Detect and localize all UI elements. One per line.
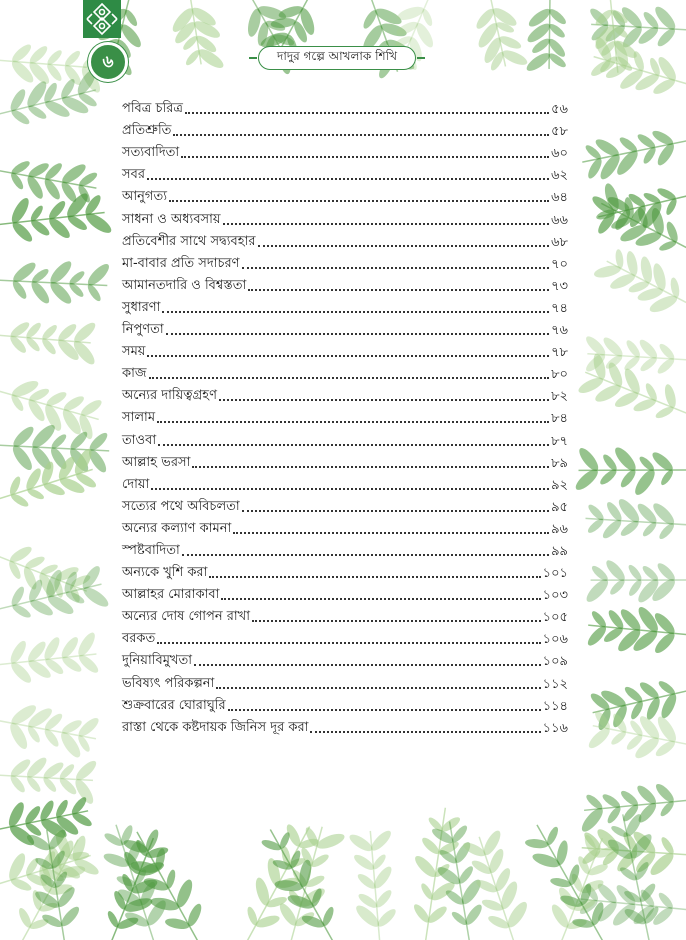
toc-leader-dots xyxy=(310,731,540,733)
toc-leader-dots xyxy=(147,178,549,180)
toc-entry-page: ১১৬ xyxy=(542,720,568,736)
toc-entry xyxy=(122,494,568,516)
toc-leader-dots xyxy=(252,620,541,622)
toc-entry-page: ৫৬ xyxy=(551,102,568,118)
toc-entry xyxy=(122,582,568,604)
toc-entry-page: ৬৪ xyxy=(551,190,568,206)
toc-entry-title: কাজ xyxy=(122,366,147,382)
toc-leader-dots xyxy=(192,466,549,468)
toc-entry xyxy=(122,450,568,472)
toc-entry-page: ১০৩ xyxy=(542,588,568,604)
toc-entry-page: ৭০ xyxy=(551,256,568,272)
toc-entry xyxy=(122,427,568,449)
toc-leader-dots xyxy=(185,112,549,114)
toc-entry xyxy=(122,96,568,118)
toc-leader-dots xyxy=(147,355,549,357)
toc-leader-dots xyxy=(233,532,549,534)
toc-entry-title: সাধনা ও অধ্যবসায় xyxy=(122,211,221,227)
toc-entry-page: ১১৪ xyxy=(542,698,568,714)
toc-entry xyxy=(122,715,568,737)
toc-entry-page: ১০৬ xyxy=(542,632,568,648)
toc-entry-title: আল্লাহ ভরসা xyxy=(122,454,191,470)
toc-entry-page: ৮০ xyxy=(551,367,568,383)
toc-entry-title: অন্যের কল্যাণ কামনা xyxy=(122,520,232,536)
toc-entry xyxy=(122,339,568,361)
toc-entry xyxy=(122,140,568,162)
toc-entry-page: ৭৩ xyxy=(551,278,568,294)
toc-entry-page: ৭৪ xyxy=(551,300,568,316)
toc-entry-title: পবিত্র চরিত্র xyxy=(122,101,183,117)
toc-entry-title: প্রতিশ্রুতি xyxy=(122,123,172,139)
toc-entry-title: তাওবা xyxy=(122,432,157,448)
toc-leader-dots xyxy=(182,554,549,556)
toc-entry-page: ৮২ xyxy=(551,389,568,405)
toc-entry xyxy=(122,273,568,295)
toc-leader-dots xyxy=(219,399,549,401)
toc-entry-page: ৮৭ xyxy=(551,433,568,449)
toc-entry xyxy=(122,604,568,626)
toc-leader-dots xyxy=(151,488,549,490)
toc-leader-dots xyxy=(258,245,550,247)
toc-leader-dots xyxy=(158,444,549,446)
toc-entry-page: ৯২ xyxy=(551,477,568,493)
toc-entry xyxy=(122,560,568,582)
toc-entry-page: ৫৮ xyxy=(551,124,568,140)
toc-entry-page: ৮৪ xyxy=(551,411,568,427)
toc-leader-dots xyxy=(169,200,549,202)
toc-entry-title: অন্যের দায়িত্বগ্রহণ xyxy=(122,388,217,404)
toc-entry xyxy=(122,405,568,427)
toc-entry xyxy=(122,295,568,317)
toc-entry xyxy=(122,693,568,715)
page-number-badge: ৬ xyxy=(88,42,128,82)
toc-entry xyxy=(122,162,568,184)
toc-entry-page: ১১২ xyxy=(542,676,568,692)
toc-leader-dots xyxy=(166,333,549,335)
toc-entry-title: স্পষ্টবাদিতা xyxy=(122,542,180,558)
toc-entry-page: ৭৬ xyxy=(551,323,568,339)
toc-entry-title: আমানতদারি ও বিশ্বস্ততা xyxy=(122,277,247,293)
toc-entry-title: দুনিয়াবিমুখতা xyxy=(122,653,192,669)
toc-entry xyxy=(122,184,568,206)
toc-entry-title: দোয়া xyxy=(122,476,150,492)
toc-leader-dots xyxy=(242,510,549,512)
toc-entry-title: মা-বাবার প্রতি সদাচরণ xyxy=(122,255,240,271)
book-title: দাদুর গল্পে আখলাক শিখি xyxy=(277,49,397,63)
toc-entry-title: সত্যবাদিতা xyxy=(122,145,180,161)
book-title-label xyxy=(258,46,416,70)
toc-entry-title: সালাম xyxy=(122,410,156,426)
corner-ornament-icon xyxy=(83,0,121,38)
toc-leader-dots xyxy=(173,134,549,136)
toc-entry-title: সময় xyxy=(122,344,146,360)
toc-leader-dots xyxy=(209,576,540,578)
toc-entry-page: ১০৯ xyxy=(542,654,568,670)
toc-leader-dots xyxy=(194,664,541,666)
toc-entry-page: ১০১ xyxy=(542,566,568,582)
toc-leader-dots xyxy=(216,687,540,689)
toc-entry-title: সত্যের পথে অবিচলতা xyxy=(122,498,240,514)
toc-entry-title: নিপুণতা xyxy=(122,322,164,338)
toc-leader-dots xyxy=(162,311,549,313)
toc-entry-title: ভবিষ্যৎ পরিকল্পনা xyxy=(122,675,215,691)
toc-entry xyxy=(122,361,568,383)
toc-entry-page: ৯৫ xyxy=(551,499,568,515)
toc-leader-dots xyxy=(221,598,540,600)
toc-entry-page: ৬৮ xyxy=(551,234,568,250)
toc-entry xyxy=(122,516,568,538)
toc-entry-title: সবর xyxy=(122,167,145,183)
toc-entry-page: ৬৬ xyxy=(551,212,568,228)
toc-entry xyxy=(122,317,568,339)
toc-leader-dots xyxy=(157,421,549,423)
toc-entry-title: আল্লাহর মোরাকাবা xyxy=(122,587,220,603)
toc-entry-page: ৯৯ xyxy=(551,543,568,559)
toc-leader-dots xyxy=(149,377,550,379)
toc-entry xyxy=(122,383,568,405)
toc-leader-dots xyxy=(223,223,550,225)
toc-leader-dots xyxy=(181,156,549,158)
toc-entry-page: ৬০ xyxy=(551,146,568,162)
toc-entry xyxy=(122,206,568,228)
toc-entry-title: অন্যের দোষ গোপন রাখা xyxy=(122,609,250,625)
toc-entry-title: শুক্রবারের ঘোরাঘুরি xyxy=(122,697,226,713)
toc-entry xyxy=(122,472,568,494)
toc-entry-page: ৯৬ xyxy=(551,521,568,537)
toc-entry-page: ৮৯ xyxy=(551,455,568,471)
toc-entry-title: রাস্তা থেকে কষ্টদায়ক জিনিস দূর করা xyxy=(122,719,309,735)
toc-entry-title: বরকত xyxy=(122,631,156,647)
toc-entry-title: সুধারণা xyxy=(122,299,161,315)
toc-entry-title: অন্যকে খুশি করা xyxy=(122,565,208,581)
toc-leader-dots xyxy=(157,642,540,644)
toc-entry xyxy=(122,251,568,273)
table-of-contents xyxy=(122,96,568,737)
toc-entry xyxy=(122,670,568,692)
toc-entry xyxy=(122,648,568,670)
toc-entry xyxy=(122,118,568,140)
toc-entry-page: ১০৫ xyxy=(542,610,568,626)
toc-entry-page: ৭৮ xyxy=(551,345,568,361)
toc-entry xyxy=(122,626,568,648)
toc-leader-dots xyxy=(242,267,550,269)
toc-leader-dots xyxy=(228,709,541,711)
toc-entry xyxy=(122,538,568,560)
toc-leader-dots xyxy=(248,289,549,291)
toc-entry-title: প্রতিবেশীর সাথে সদ্ব্যবহার xyxy=(122,233,256,249)
toc-entry-title: আনুগত্য xyxy=(122,189,167,205)
toc-entry xyxy=(122,229,568,251)
toc-entry-page: ৬২ xyxy=(551,168,568,184)
